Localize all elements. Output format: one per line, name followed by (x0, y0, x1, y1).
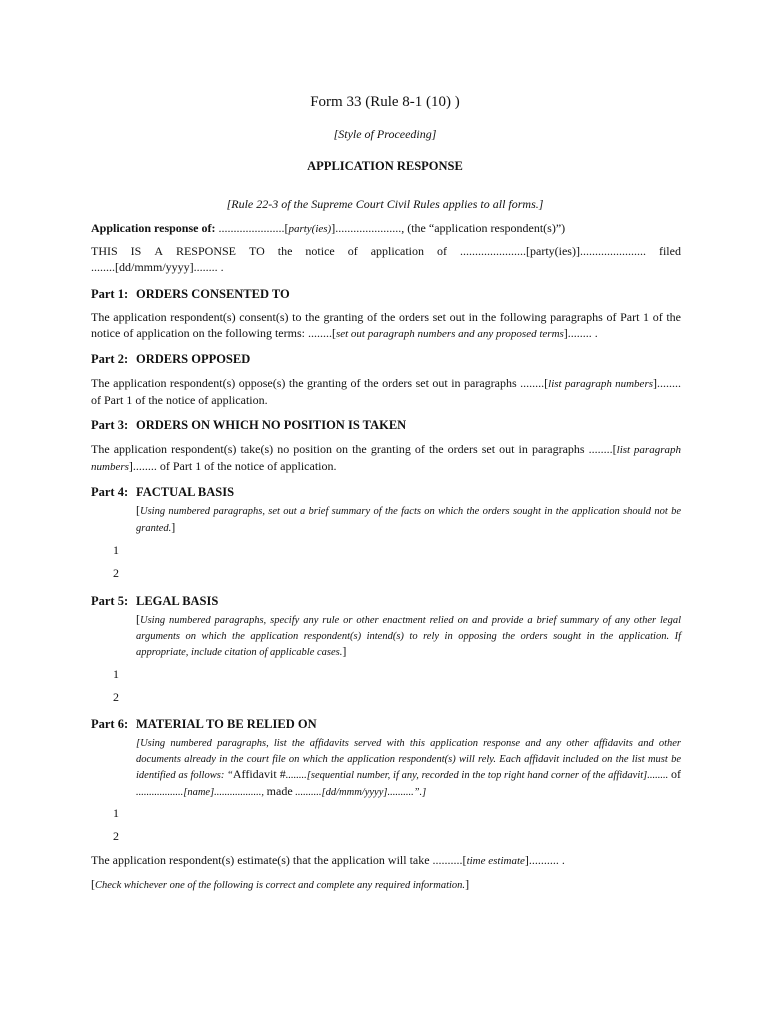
response-to-party-blank: ......................[party(ies)]...................... (460, 244, 646, 258)
part1-title: ORDERS CONSENTED TO (136, 287, 290, 301)
part6-note-e: ..................[name].................., (136, 786, 267, 798)
part2-title: ORDERS OPPOSED (136, 352, 251, 366)
response-of-label: Application response of: (91, 221, 216, 235)
response-to-date: ........[dd/mmm/yyyy]........ . (91, 260, 224, 274)
part6-heading (91, 717, 317, 732)
part4-number: Part 4: (91, 485, 129, 499)
part6-number: Part 6: (91, 717, 129, 731)
response-to-word: application (370, 244, 425, 258)
part3-title: ORDERS ON WHICH NO POSITION IS TAKEN (136, 418, 407, 432)
response-to-word: IS (130, 244, 142, 258)
style-of-proceeding: [Style of Proceeding] (333, 127, 437, 141)
response-to-first-line (91, 243, 681, 259)
response-of-line (91, 220, 681, 237)
part2-text (91, 375, 681, 408)
response-of-blank-post: ]......................, (the “application respondent(s)”) (331, 221, 566, 235)
part2-heading (91, 352, 250, 367)
response-to-word: RESPONSE (175, 244, 236, 258)
part5-note-open: [ (136, 612, 140, 626)
part5-note-text: Using numbered paragraphs, specify any rule or other enactment relied on and provide a brief summary of any other legal arguments on which the application respondent(s) intend(s) to rely in opposing the orders sought in the application. If appropriate, include citation of applicable cases. (136, 615, 681, 658)
part5-note-close: ] (342, 644, 347, 658)
part4-heading (91, 485, 234, 500)
part5-item-1: 1 (113, 667, 119, 681)
rule-note: [Rule 22-3 of the Supreme Court Civil Rules applies to all forms.] (226, 197, 544, 211)
estimate-text-a: The application respondent(s) estimate(s) that the application will take ..........[ (91, 853, 467, 867)
part6-note (136, 736, 681, 800)
time-estimate-line (91, 852, 681, 869)
check-note-text: Check whichever one of the following is correct and complete any required information. (95, 880, 466, 891)
part6-note-g: ..........[dd/mmm/yyyy]..........”.] (292, 786, 427, 798)
response-to-word: notice (305, 244, 335, 258)
part4-note-text: Using numbered paragraphs, set out a brief summary of the facts on which the orders sought in the application should not be granted. (136, 506, 681, 534)
part1-text (91, 309, 681, 342)
response-to-word: TO (248, 244, 265, 258)
part6-title: MATERIAL TO BE RELIED ON (136, 717, 317, 731)
part1-heading (91, 287, 290, 302)
part1-number: Part 1: (91, 287, 129, 301)
part2-number: Part 2: (91, 352, 129, 366)
part6-item-2: 2 (113, 829, 119, 843)
part1-text-italic: set out paragraph numbers and any proposed terms (335, 328, 564, 340)
part4-item-2: 2 (113, 566, 119, 580)
part3-text (91, 441, 681, 475)
part6-note-made: made (266, 783, 293, 798)
part4-note (136, 503, 681, 536)
part6-note-a: [Using numbered paragraphs, list the affidavits served with this application response and any other affidavits and other documents already in the court file on which the application respondent(s) will rely. Each affidavit included on the list must be identified as follows: “ (136, 738, 681, 781)
form-title: Form 33 (Rule 8-1 (10) ) (310, 94, 460, 110)
response-of-blank-pre: ......................[ (218, 221, 289, 235)
part3-text-b: ]........ of Part 1 of the notice of application. (128, 459, 337, 473)
part2-text-a: The application respondent(s) oppose(s) the granting of the orders set out in paragraphs ........[ (91, 376, 549, 390)
part3-heading (91, 418, 406, 433)
response-to-line (91, 243, 681, 275)
part5-number: Part 5: (91, 594, 129, 608)
response-to-filed: filed (658, 244, 681, 258)
part6-note-of: of (671, 767, 681, 781)
part3-text-a: The application respondent(s) take(s) no position on the granting of the orders set out in paragraphs ........[ (91, 442, 617, 456)
response-to-word: the (277, 244, 293, 258)
part3-text-italic: list paragraph numbers (91, 444, 681, 473)
part4-item-1: 1 (113, 543, 119, 557)
part4-note-close: ] (171, 519, 176, 534)
part3-number: Part 3: (91, 418, 129, 432)
document-title: APPLICATION RESPONSE (307, 159, 463, 173)
part1-text-a: The application respondent(s) consent(s) to the granting of the orders set out in the following paragraphs of Part 1 of the notice of application on the following terms: ........[ (91, 310, 681, 340)
response-to-word: A (154, 244, 163, 258)
response-of-party: party(ies) (288, 223, 332, 235)
part2-text-italic: list paragraph numbers (548, 378, 654, 390)
part5-item-2: 2 (113, 690, 119, 704)
part4-note-open: [ (136, 503, 140, 517)
response-to-word: of (347, 244, 358, 258)
part5-title: LEGAL BASIS (136, 594, 219, 608)
part2-text-b: ]........ of Part 1 of the notice of application. (91, 376, 682, 407)
check-note (91, 877, 469, 892)
part6-note-c: ........[sequential number, if any, recorded in the top right hand corner of the affidavit]........ (285, 770, 671, 781)
part6-note-affidavit: Affidavit # (232, 767, 286, 781)
response-to-word: THIS (91, 244, 118, 258)
check-note-open: [ (91, 877, 95, 891)
check-note-close: ] (465, 877, 470, 891)
part6-item-1: 1 (113, 806, 119, 820)
part5-heading (91, 594, 218, 609)
response-to-word: of (437, 244, 448, 258)
estimate-text-italic: time estimate (466, 855, 525, 867)
part4-title: FACTUAL BASIS (136, 485, 235, 499)
estimate-text-b: ].......... . (524, 853, 565, 867)
part1-text-b: ]........ . (563, 326, 598, 340)
part5-note (136, 612, 681, 661)
